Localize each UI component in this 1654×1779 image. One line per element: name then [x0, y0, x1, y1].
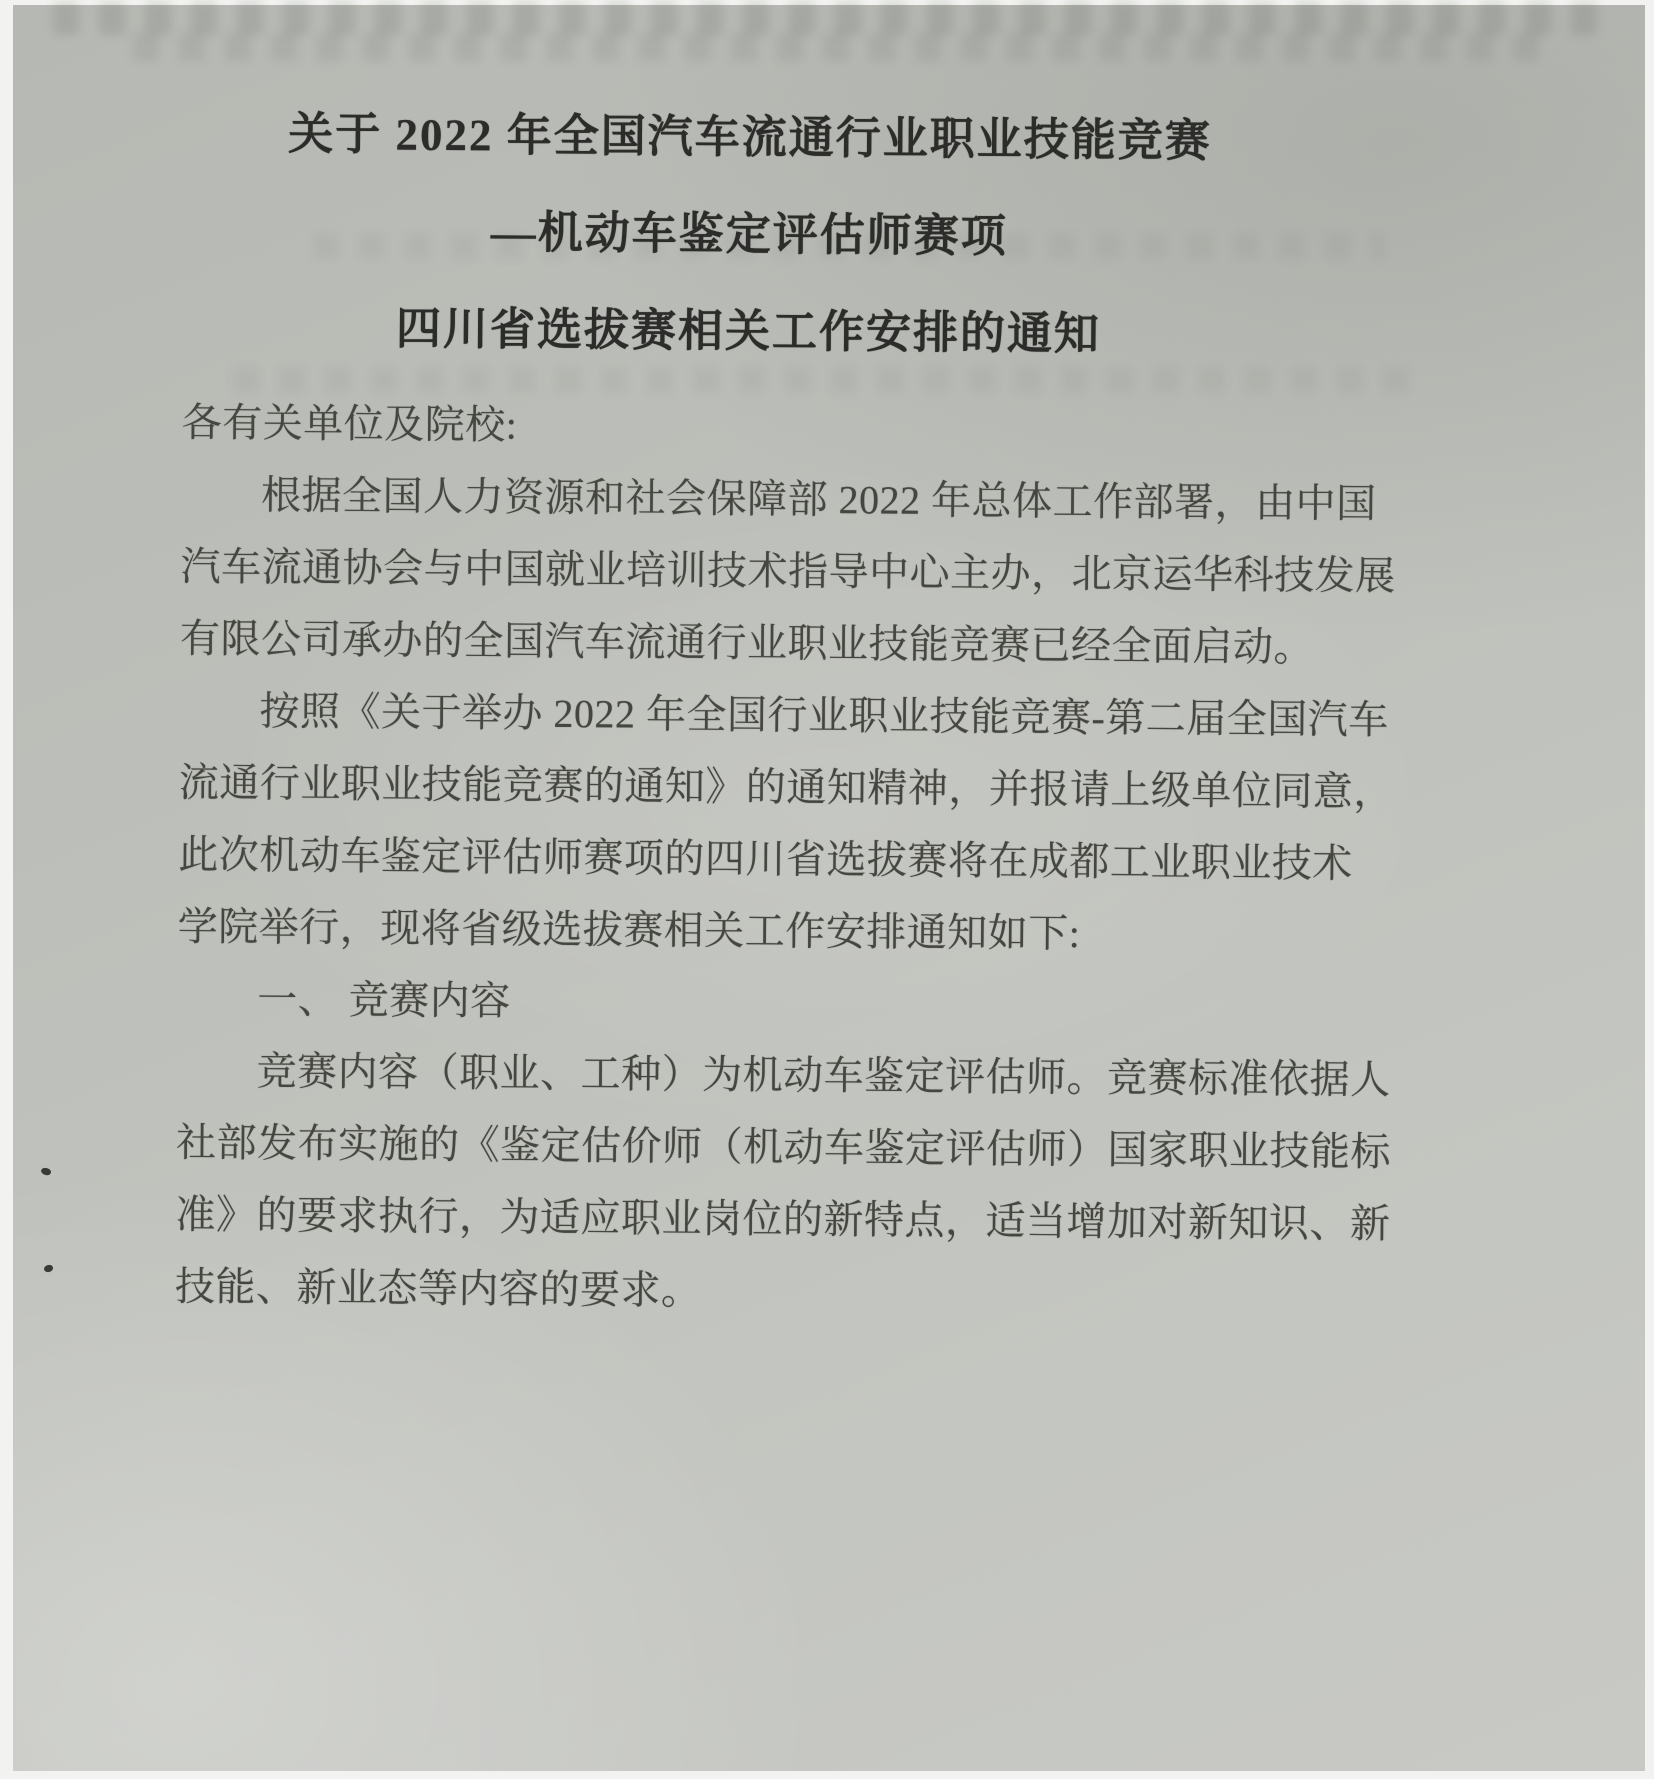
body-line: 按照《关于举办 2022 年全国行业职业技能竞赛-第二届全国汽车 [259, 688, 1389, 743]
body-line: 根据全国人力资源和社会保障部 2022 年总体工作部署，由中国 [260, 472, 1377, 527]
paper-sheet [13, 5, 1645, 1771]
document-body [174, 387, 1396, 1332]
body-line: 此次机动车鉴定评估师赛项的四川省选拔赛将在成都工业职业技术 [178, 831, 1353, 887]
document-title-line-1: 关于 2022 年全国汽车流通行业职业技能竞赛 [288, 108, 1212, 167]
body-line: 竞赛内容（职业、工种）为机动车鉴定评估师。竞赛标准依据人 [256, 1048, 1391, 1103]
body-line: 准》的要求执行，为适应职业岗位的新特点，适当增加对新知识、新 [175, 1191, 1391, 1247]
ink-speck [43, 1264, 53, 1273]
salutation-line: 各有关单位及院校: [181, 399, 518, 448]
document-title-line-2: —机动车鉴定评估师赛项 [490, 207, 1008, 262]
section-heading-line: 一、 竞赛内容 [257, 976, 511, 1024]
ink-speck [40, 1167, 52, 1177]
body-line: 有限公司承办的全国汽车流通行业职业技能竞赛已经全面启动。 [179, 615, 1315, 670]
body-line: 汽车流通协会与中国就业培训技术指导中心主办，北京运华科技发展 [180, 543, 1396, 599]
document-content [174, 5, 1396, 1332]
document-title [182, 85, 1316, 385]
body-line: 学院举行，现将省级选拔赛相关工作安排通知如下: [177, 903, 1081, 957]
body-line: 流通行业职业技能竞赛的通知》的通知精神，并报请上级单位同意， [178, 759, 1395, 815]
body-line: 技能、新业态等内容的要求。 [174, 1263, 702, 1314]
body-line: 社部发布实施的《鉴定估价师（机动车鉴定评估师）国家职业技能标 [175, 1119, 1392, 1175]
document-title-line-3: 四川省选拔赛相关工作安排的通知 [395, 303, 1102, 360]
